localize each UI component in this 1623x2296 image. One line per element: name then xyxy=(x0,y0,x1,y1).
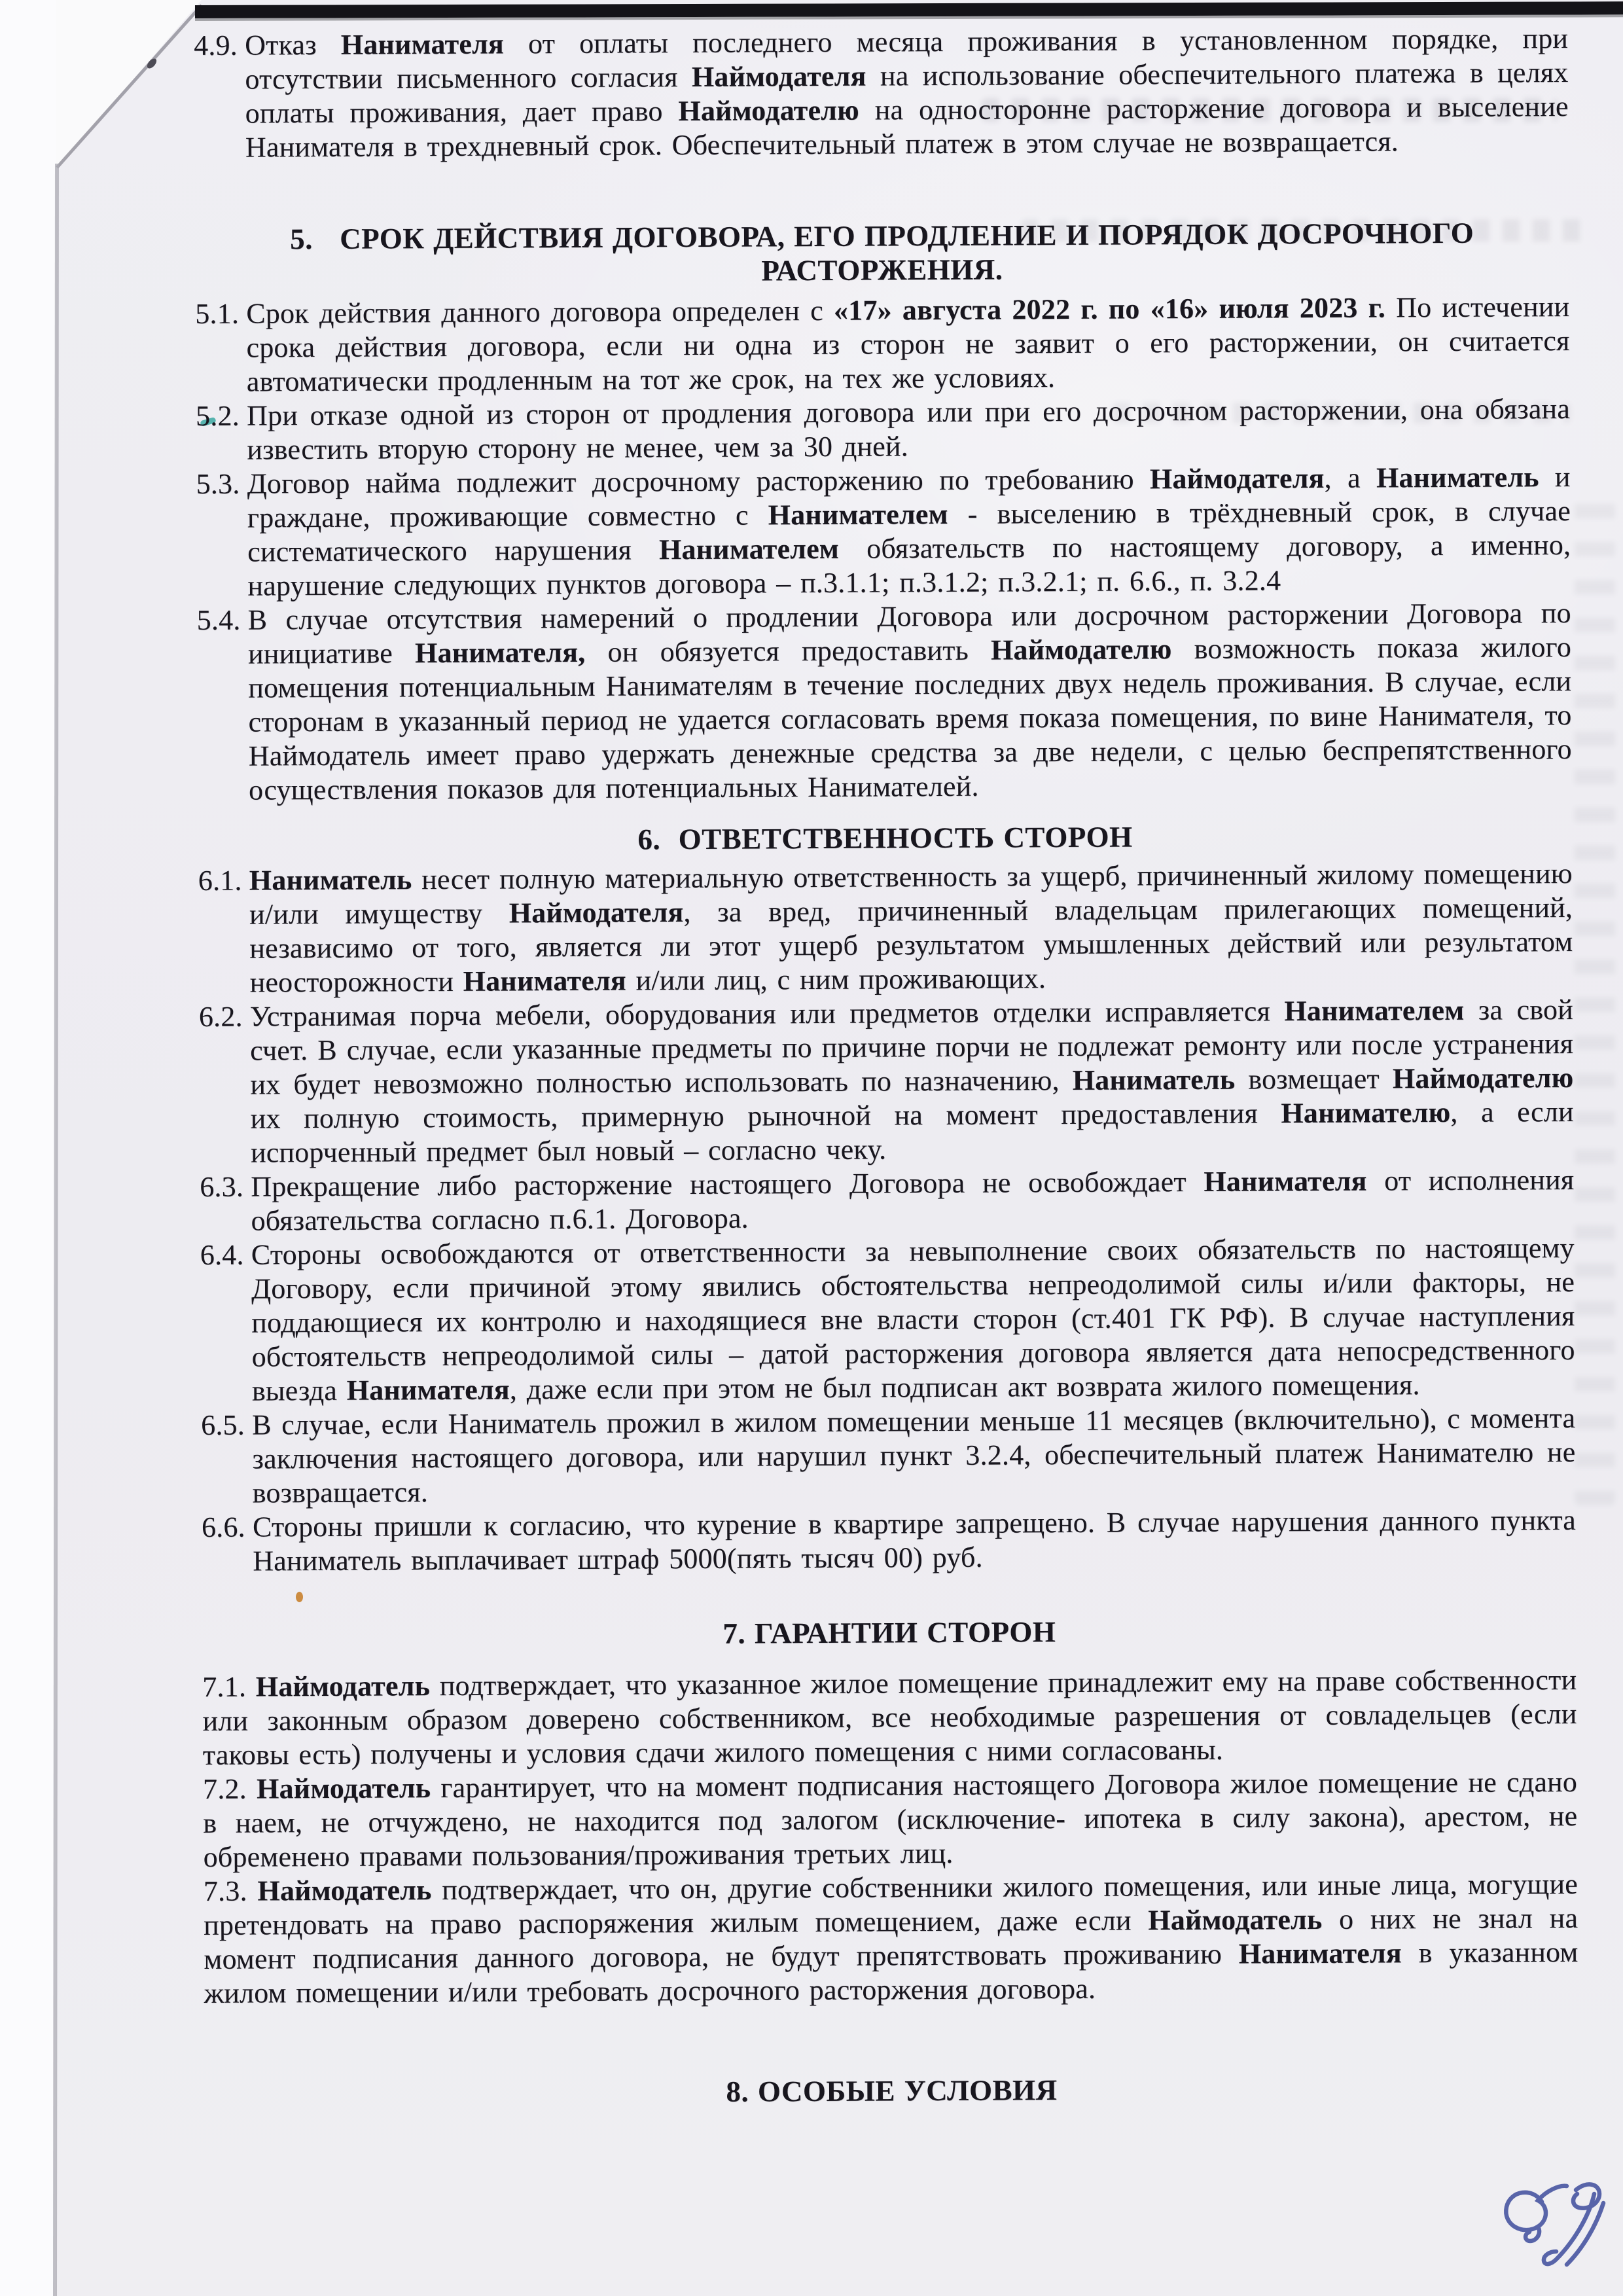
clause-item xyxy=(198,857,1573,1000)
text-run: , а если испорченный предмет был новый – согласно чеку. xyxy=(250,1095,1574,1169)
text-run: от оплаты последнего месяца проживания в установленном порядке, при отсутствии письменного согласия xyxy=(245,22,1569,96)
clause-item xyxy=(194,22,1569,165)
text-run: в указанном жилом помещении и/или требовать досрочного расторжения договора. xyxy=(204,1935,1578,2009)
text-run: о них не знал на момент подписания данного договора, не будут препятствовать проживанию xyxy=(204,1901,1578,1975)
bold-term: Наймодатель xyxy=(257,1874,432,1907)
bold-term: Нанимателем xyxy=(768,497,948,531)
bold-term: Наймодателя xyxy=(691,60,866,94)
clause-number: 5.2. xyxy=(195,399,240,432)
bold-term: Нанимателем xyxy=(658,532,840,566)
bold-term: Нанимателя xyxy=(1204,1164,1367,1198)
bold-term: Наниматель xyxy=(1376,461,1539,494)
text-run: В случае отсутствия намерений о продлении Договора или досрочном расторжении Договора по инициативе xyxy=(247,596,1571,670)
clause-text xyxy=(249,857,1573,999)
page-left-edge xyxy=(55,164,57,2296)
bold-term: Нанимателю xyxy=(1281,1096,1451,1130)
clause-text xyxy=(251,1232,1575,1407)
text-run: от исполнения обязательства согласно п.6.1. Договора. xyxy=(251,1163,1575,1237)
bold-term: Наниматель xyxy=(249,863,412,897)
text-run: Прекращение либо расторжение настоящего Договора не освобождает xyxy=(251,1165,1204,1203)
bold-term: Нанимателя xyxy=(346,1373,510,1407)
clause-number: 5.3. xyxy=(196,467,240,500)
text-run: обязательств по настоящему договору, а именно, нарушение следующих пунктов договора – п.3.1.1; п.3.1.2; п.3.2.1; п. 6.6., п. 3.2.4 xyxy=(247,528,1571,602)
text-run: При отказе одной из сторон от продления договора или при его досрочном расторжении, она обязана известить вторую сторону не менее, чем за 30 дней. xyxy=(246,392,1571,466)
clause-item xyxy=(201,1401,1576,1511)
text-run: Устранимая порча мебели, оборудования или предметов отделки исправляется xyxy=(249,995,1285,1033)
clause-number: 6.3. xyxy=(200,1170,244,1203)
clause-text xyxy=(247,461,1571,602)
text-run: 7.1. xyxy=(202,1670,256,1703)
signature-oval-loop xyxy=(1506,2186,1567,2230)
clause-text xyxy=(246,291,1570,398)
text-run: гарантирует, что на момент подписания настоящего Договора жилое помещение не сдано в наем, не отчуждено, не находится под залогом (исключение- ипотека в силу закона), арестом, не обременено правами пользования/проживания третьих лиц. xyxy=(203,1765,1578,1873)
document-content xyxy=(194,22,1579,2111)
clause-item xyxy=(200,1231,1575,1408)
clause-number: 6.6. xyxy=(201,1511,245,1543)
text-run: , даже если при этом не был подписан акт возврата жилого помещения. xyxy=(509,1369,1420,1406)
bold-term: Наймодателю xyxy=(1392,1061,1574,1095)
clause-item xyxy=(200,1163,1575,1238)
bold-term: «17» августа 2022 г. по «16» июля 2023 г. xyxy=(833,291,1386,327)
clause-paragraph xyxy=(203,1765,1578,1874)
clause-item xyxy=(197,596,1573,808)
clause-paragraph xyxy=(204,1867,1578,2011)
section-heading: 8. ОСОБЫЕ УСЛОВИЯ xyxy=(726,2073,1058,2108)
bold-term: Нанимателя, xyxy=(414,636,586,670)
clause-number: 5.4. xyxy=(196,603,241,636)
text-run: и граждане, проживающие совместно с xyxy=(247,460,1571,534)
section-heading: 6. ОТВЕТСТВЕННОСТЬ СТОРОН xyxy=(637,820,1133,856)
bold-term: Наниматель xyxy=(1072,1063,1236,1096)
clause-item xyxy=(202,1503,1577,1579)
clause-item xyxy=(196,460,1571,603)
signature-tail-2 xyxy=(1567,2203,1603,2265)
clause-text xyxy=(203,1766,1578,1873)
clause-number: 6.5. xyxy=(201,1408,245,1441)
bold-term: Нанимателя xyxy=(1238,1937,1402,1970)
clause-number: 6.1. xyxy=(198,864,242,897)
clause-item xyxy=(195,290,1570,399)
clause-text xyxy=(202,1664,1577,1771)
text-run: несет полную материальную ответственность за ущерб, причиненный жилому помещению и/или имуществу xyxy=(249,857,1573,931)
clause-text xyxy=(250,994,1574,1169)
bold-term: Наймодателю xyxy=(990,633,1172,666)
clause-number: 6.4. xyxy=(200,1238,244,1271)
text-run: подтверждает, что он, другие собственники жилого помещения, или иные лица, могущие претендовать на право распоряжения жилым помещением, даже если xyxy=(204,1867,1578,1941)
text-run: и/или лиц, с ним проживающих. xyxy=(626,962,1046,997)
text-run: их полную стоимость, примерную рыночной на момент предоставления xyxy=(250,1097,1281,1135)
text-run: за свой счет. В случае, если указанные предметы по причине порчи не подлежат ремонту или после устранения их будет невозможно полностью использовать по назначению, xyxy=(250,993,1574,1101)
text-run: возмещает xyxy=(1235,1062,1393,1096)
text-run: 7.3. xyxy=(203,1874,258,1907)
section-heading: 7. ГАРАНТИИ СТОРОН xyxy=(722,1615,1056,1650)
text-run: , а xyxy=(1324,461,1377,494)
clause-number: 6.2. xyxy=(198,1000,243,1033)
bold-term: Наймодатель xyxy=(1148,1903,1323,1937)
text-run: Стороны пришли к согласию, что курение в квартире запрещено. В случае нарушения данного пункта Наниматель выплачивает штраф 5000(пять тысяч 00) руб. xyxy=(252,1503,1577,1577)
clause-text xyxy=(251,1164,1574,1237)
section-heading: 5. СРОК ДЕЙСТВИЯ ДОГОВОРА, ЕГО ПРОДЛЕНИЕ И ПОРЯДОК ДОСРОЧНОГО РАСТОРЖЕНИЯ. xyxy=(289,216,1474,287)
clause-text xyxy=(253,1504,1576,1577)
text-run: Срок действия данного договора определен с xyxy=(246,294,834,330)
bleed-through-ghost xyxy=(1575,484,1615,1505)
text-run: , за вред, причиненный владельцам прилегающих помещений, независимо от того, является ли этот ущерб результатом умышленных действий или результатом неосторожности xyxy=(249,891,1573,999)
scanner-left-gutter xyxy=(0,0,56,2296)
bold-term: Наймодатель xyxy=(256,1772,431,1805)
text-run: Отказ xyxy=(245,28,341,62)
clause-text xyxy=(252,1402,1576,1509)
clause-text xyxy=(204,1868,1578,2009)
bold-term: Наймодателю xyxy=(678,94,860,128)
signature xyxy=(1499,2174,1623,2279)
text-run: на односторонне расторжение договора и выселение Нанимателя в трехдневный срок. Обеспечительный платеж в этом случае не возвращается. xyxy=(245,90,1569,164)
text-run: на использование обеспечительного платежа в целях оплаты проживания, дает право xyxy=(245,56,1569,130)
bold-term: Наймодателя xyxy=(1149,461,1325,495)
signature-tail-1 xyxy=(1544,2194,1594,2264)
text-run: По истечении срока действия договора, если ни одна из сторон не заявит о его расторжении, он считается автоматически продленным на тот же срок, на тех же условиях. xyxy=(246,290,1570,398)
text-run: 7.2. xyxy=(202,1772,257,1805)
text-run: Договор найма подлежит досрочному расторжению по требованию xyxy=(247,463,1150,500)
clause-text xyxy=(245,22,1569,164)
bold-term: Наймодатель xyxy=(255,1670,431,1703)
text-run: Стороны освобождаются от ответственности за невыполнение своих обязательств по настоящему Договору, если причиной этому явились обстоятельства непреодолимой силы и/или факторы, не поддающиеся их контролю и находящиеся вне власти сторон (ст.401 ГК РФ). В случае наступления обстоятельств непреодолимой силы – датой расторжения договора является дата непосредственного выезда xyxy=(251,1231,1575,1407)
clause-item xyxy=(196,392,1571,467)
text-run: подтверждает, что указанное жилое помещение принадлежит ему на праве собственности или законным образом доверено собственником, все необходимые разрешения от совладельцев (если таковы есть) получены и условия сдачи жилого помещения с ними согласованы. xyxy=(202,1663,1577,1771)
clause-text xyxy=(247,393,1570,466)
bold-term: Нанимателя xyxy=(340,27,505,61)
bold-term: Наймодателя xyxy=(508,896,684,929)
bold-term: Нанимателем xyxy=(1284,994,1465,1028)
clause-number: 5.1. xyxy=(195,297,240,330)
text-run: - выселению в трёхдневный срок, в случае систематического нарушения xyxy=(247,494,1571,568)
text-run: возможность показа жилого помещения потенциальным Нанимателям в течение последних двух недель проживания. В случае, если сторонам в указанный период не удается согласовать время показа помещения, по вине Нанимателя, то Наймодатель имеет право удержать денежные средства за две недели, с целью беспрепятственного осуществления показов для потенциальных Нанимателей. xyxy=(248,630,1572,806)
clause-item xyxy=(199,993,1574,1170)
clause-text xyxy=(248,597,1572,806)
bold-term: Нанимателя xyxy=(463,964,626,997)
text-run: В случае, если Наниматель прожил в жилом помещении меньше 11 месяцев (включительно), с момента заключения настоящего договора, или нарушил пункт 3.2.4, обеспечительный платеж Нанимателю не возвращается. xyxy=(252,1401,1576,1509)
clause-paragraph xyxy=(202,1663,1577,1772)
text-run: он обязуется предоставить xyxy=(585,634,991,668)
clause-number: 4.9. xyxy=(194,29,238,62)
